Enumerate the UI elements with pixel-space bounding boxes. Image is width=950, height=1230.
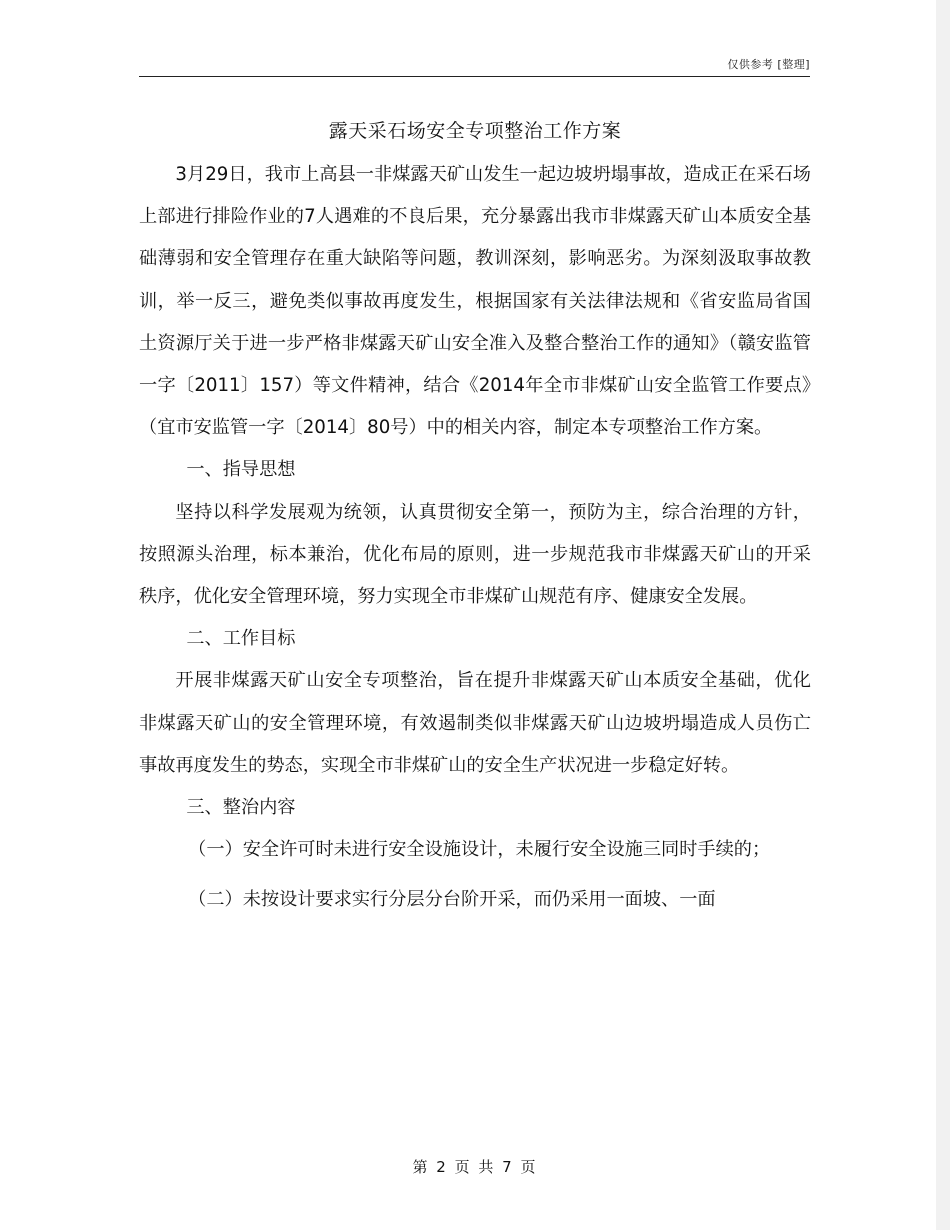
document-title: 露天采石场安全专项整治工作方案 xyxy=(328,120,622,142)
page-number-footer: 第 2 页 共 7 页 xyxy=(412,1158,538,1176)
header-note: 仅供参考 [整理] xyxy=(727,58,810,71)
rectification-item-1: （一）安全许可时未进行安全设施设计，未履行安全设施三同时手续的； xyxy=(188,839,771,861)
work-goals-paragraph: 开展非煤露天矿山安全专项整治，旨在提升非煤露天矿山本质安全基础，优化非煤露天矿山的安全管理环境，有效遏制类似非煤露天矿山边坡坍塌造成人员伤亡事故再度发生的势态，实现全市非煤矿山的安全生产状况进一步稳定好转。 xyxy=(139,670,811,776)
header-rule xyxy=(139,76,810,77)
section-heading-guiding-thought: 一、指导思想 xyxy=(186,459,296,481)
section-heading-rectification-content: 三、整治内容 xyxy=(186,797,296,819)
guiding-thought-paragraph: 坚持以科学发展观为统领，认真贯彻安全第一，预防为主，综合治理的方针，按照源头治理，标本兼治，优化布局的原则，进一步规范我市非煤露天矿山的开采秩序，优化安全管理环境，努力实现全市非煤矿山规范有序、健康安全发展。 xyxy=(139,501,811,608)
intro-paragraph: 3月29日，我市上高县一非煤露天矿山发生一起边坡坍塌事故，造成正在采石场上部进行排险作业的7人遇难的不良后果，充分暴露出我市非煤露天矿山本质安全基础薄弱和安全管理存在重大缺陷等问题，教训深刻，影响恶劣。为深刻汲取事故教训，举一反三，避免类似事故再度发生，根据国家有关法律法规和《省安监局省国土资源厅关于进一步严格非煤露天矿山安全准入及整合整治工作的通知》（赣安监管一字〔2011〕157）等文件精神，结合《2014年全市非煤矿山安全监管工作要点》（宜市安监管一字〔2014〕80号）中的相关内容，制定本专项整治工作方案。 xyxy=(139,164,811,439)
document-body xyxy=(139,154,811,922)
item-gap xyxy=(139,871,811,879)
page-edge xyxy=(936,0,950,1230)
rectification-item-2: （二）未按设计要求实行分层分台阶开采，而仍采用一面坡、一面 xyxy=(188,889,716,911)
section-heading-work-goals: 二、工作目标 xyxy=(186,628,296,650)
